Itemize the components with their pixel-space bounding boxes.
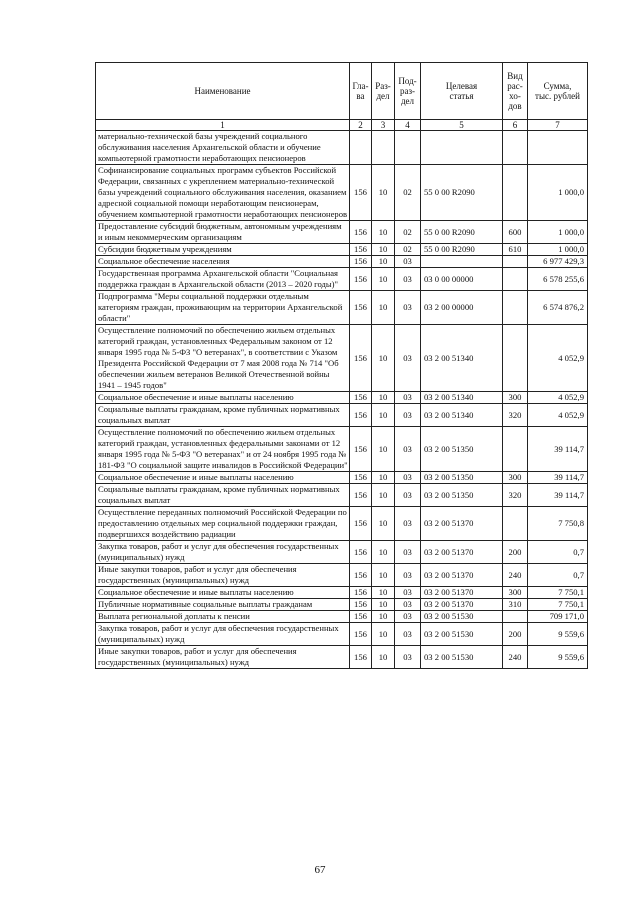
row-glava (350, 131, 372, 165)
row-razdel: 10 (372, 268, 395, 291)
row-sum: 709 171,0 (528, 611, 588, 623)
row-name: материально-технической базы учреждений социального обслуживания населения Архангельской области и обучение компьютерной грамотности неработающих пенсионеров (96, 131, 350, 165)
row-name: Социальное обеспечение и иные выплаты населению (96, 472, 350, 484)
row-sum: 0,7 (528, 564, 588, 587)
row-razdel: 10 (372, 587, 395, 599)
row-target: 03 2 00 51350 (421, 472, 503, 484)
row-target: 03 2 00 51350 (421, 427, 503, 472)
row-razdel: 10 (372, 646, 395, 669)
row-glava: 156 (350, 611, 372, 623)
row-glava: 156 (350, 244, 372, 256)
row-target: 55 0 00 R2090 (421, 244, 503, 256)
row-name: Осуществление полномочий по обеспечению жильем отдельных категорий граждан, установленных федеральными законами от 12 января 1995 года № 5-ФЗ "О ветеранах" и от 24 ноября 1995 года № 181-ФЗ "О социальной защите инвалидов в Российской Федерации" (96, 427, 350, 472)
row-razdel: 10 (372, 507, 395, 541)
row-podrazdel: 02 (395, 221, 421, 244)
header-row (96, 63, 588, 120)
row-razdel: 10 (372, 244, 395, 256)
row-target (421, 256, 503, 268)
row-sum: 39 114,7 (528, 472, 588, 484)
table-row (96, 131, 588, 165)
row-target: 03 2 00 51530 (421, 646, 503, 669)
row-target: 03 0 00 00000 (421, 268, 503, 291)
row-razdel: 10 (372, 427, 395, 472)
row-vid: 600 (503, 221, 528, 244)
row-target: 55 0 00 R2090 (421, 165, 503, 221)
row-sum: 39 114,7 (528, 484, 588, 507)
row-target: 03 2 00 51340 (421, 392, 503, 404)
column-number: 5 (421, 120, 503, 131)
row-name: Социальные выплаты гражданам, кроме публичных нормативных социальных выплат (96, 404, 350, 427)
row-target: 03 2 00 51370 (421, 564, 503, 587)
row-sum: 1 000,0 (528, 165, 588, 221)
budget-table (95, 62, 588, 669)
table-row (96, 165, 588, 221)
header-podrazdel: Под- раз- дел (395, 63, 421, 120)
column-number: 2 (350, 120, 372, 131)
row-vid: 310 (503, 599, 528, 611)
table-row (96, 404, 588, 427)
row-podrazdel: 03 (395, 646, 421, 669)
row-target: 03 2 00 51370 (421, 599, 503, 611)
row-vid: 300 (503, 392, 528, 404)
row-glava: 156 (350, 221, 372, 244)
row-name: Иные закупки товаров, работ и услуг для обеспечения государственных (муниципальных) нужд (96, 564, 350, 587)
table-row (96, 623, 588, 646)
row-target: 03 2 00 51530 (421, 611, 503, 623)
row-glava: 156 (350, 587, 372, 599)
row-vid: 610 (503, 244, 528, 256)
row-vid: 300 (503, 587, 528, 599)
row-target: 03 2 00 51370 (421, 587, 503, 599)
column-number: 4 (395, 120, 421, 131)
table-row (96, 484, 588, 507)
row-podrazdel: 03 (395, 427, 421, 472)
row-glava: 156 (350, 599, 372, 611)
row-sum: 4 052,9 (528, 392, 588, 404)
header-vid: Вид рас- хо- дов (503, 63, 528, 120)
row-glava: 156 (350, 291, 372, 325)
row-razdel: 10 (372, 325, 395, 392)
column-number: 1 (96, 120, 350, 131)
row-sum: 9 559,6 (528, 646, 588, 669)
row-vid: 240 (503, 646, 528, 669)
row-podrazdel: 03 (395, 484, 421, 507)
row-razdel: 10 (372, 541, 395, 564)
row-vid: 300 (503, 472, 528, 484)
row-name: Государственная программа Архангельской области "Социальная поддержка граждан в Архангельской области (2013 – 2020 годы)" (96, 268, 350, 291)
row-vid: 200 (503, 541, 528, 564)
column-number: 3 (372, 120, 395, 131)
row-glava: 156 (350, 392, 372, 404)
row-sum: 6 977 429,3 (528, 256, 588, 268)
row-vid (503, 268, 528, 291)
row-target: 03 2 00 51350 (421, 484, 503, 507)
row-vid (503, 291, 528, 325)
row-podrazdel: 03 (395, 564, 421, 587)
table-row (96, 256, 588, 268)
row-podrazdel: 03 (395, 256, 421, 268)
table-row (96, 244, 588, 256)
row-razdel: 10 (372, 623, 395, 646)
row-vid (503, 427, 528, 472)
row-glava: 156 (350, 404, 372, 427)
row-name: Социальное обеспечение населения (96, 256, 350, 268)
row-glava: 156 (350, 646, 372, 669)
row-vid (503, 325, 528, 392)
header-name: Наименование (96, 63, 350, 120)
row-glava: 156 (350, 484, 372, 507)
row-glava: 156 (350, 165, 372, 221)
row-glava: 156 (350, 623, 372, 646)
row-vid: 320 (503, 404, 528, 427)
row-target: 03 2 00 51340 (421, 325, 503, 392)
row-podrazdel: 03 (395, 587, 421, 599)
row-target: 03 2 00 51370 (421, 541, 503, 564)
row-razdel: 10 (372, 611, 395, 623)
row-glava: 156 (350, 268, 372, 291)
column-number: 7 (528, 120, 588, 131)
row-glava: 156 (350, 256, 372, 268)
row-sum: 1 000,0 (528, 244, 588, 256)
header-glava: Гла- ва (350, 63, 372, 120)
table-row (96, 541, 588, 564)
row-glava: 156 (350, 427, 372, 472)
row-sum: 6 578 255,6 (528, 268, 588, 291)
table-row (96, 427, 588, 472)
row-name: Подпрограмма "Меры социальной поддержки отдельным категориям граждан, проживающим на территории Архангельской области" (96, 291, 350, 325)
row-name: Осуществление переданных полномочий Российской Федерации по предоставлению отдельных мер социальной поддержки граждан, подвергшихся воздействию радиации (96, 507, 350, 541)
row-podrazdel: 03 (395, 599, 421, 611)
row-razdel: 10 (372, 564, 395, 587)
row-podrazdel: 03 (395, 268, 421, 291)
row-name: Иные закупки товаров, работ и услуг для обеспечения государственных (муниципальных) нужд (96, 646, 350, 669)
row-podrazdel: 03 (395, 541, 421, 564)
row-glava: 156 (350, 541, 372, 564)
row-podrazdel: 03 (395, 472, 421, 484)
table-row (96, 221, 588, 244)
row-podrazdel: 03 (395, 291, 421, 325)
row-razdel (372, 131, 395, 165)
row-podrazdel: 03 (395, 392, 421, 404)
row-target: 03 2 00 51340 (421, 404, 503, 427)
row-sum: 6 574 876,2 (528, 291, 588, 325)
table-row (96, 291, 588, 325)
row-sum: 39 114,7 (528, 427, 588, 472)
header-sum: Сумма, тыс. рублей (528, 63, 588, 120)
row-name: Социальные выплаты гражданам, кроме публичных нормативных социальных выплат (96, 484, 350, 507)
row-name: Закупка товаров, работ и услуг для обеспечения государственных (муниципальных) нужд (96, 623, 350, 646)
row-vid (503, 256, 528, 268)
table-row (96, 646, 588, 669)
table-row (96, 587, 588, 599)
row-sum: 4 052,9 (528, 404, 588, 427)
row-podrazdel: 02 (395, 244, 421, 256)
table-row (96, 268, 588, 291)
row-sum (528, 131, 588, 165)
row-razdel: 10 (372, 392, 395, 404)
row-razdel: 10 (372, 472, 395, 484)
row-podrazdel: 03 (395, 611, 421, 623)
table-row (96, 599, 588, 611)
row-glava: 156 (350, 507, 372, 541)
row-target: 03 2 00 51530 (421, 623, 503, 646)
table-row (96, 564, 588, 587)
column-number-row (96, 120, 588, 131)
table-row (96, 507, 588, 541)
row-vid (503, 611, 528, 623)
row-target: 03 2 00 00000 (421, 291, 503, 325)
row-sum: 9 559,6 (528, 623, 588, 646)
row-name: Предоставление субсидий бюджетным, автономным учреждениям и иным некоммерческим организациям (96, 221, 350, 244)
row-podrazdel: 03 (395, 325, 421, 392)
row-name: Субсидии бюджетным учреждениям (96, 244, 350, 256)
row-glava: 156 (350, 472, 372, 484)
row-vid: 200 (503, 623, 528, 646)
column-number: 6 (503, 120, 528, 131)
table-row (96, 611, 588, 623)
row-podrazdel: 03 (395, 404, 421, 427)
row-vid: 240 (503, 564, 528, 587)
row-sum: 1 000,0 (528, 221, 588, 244)
row-name: Публичные нормативные социальные выплаты гражданам (96, 599, 350, 611)
row-razdel: 10 (372, 256, 395, 268)
header-target: Целевая статья (421, 63, 503, 120)
row-podrazdel: 03 (395, 623, 421, 646)
page-number: 67 (314, 864, 326, 876)
row-name: Софинансирование социальных программ субъектов Российской Федерации, связанных с укреплением материально-технической базы учреждений социального обслуживания населения, оказанием адресной социальной помощи неработающим пенсионерам, обучением компьютерной грамотности неработающих пенсионеров (96, 165, 350, 221)
row-sum: 4 052,9 (528, 325, 588, 392)
row-vid: 320 (503, 484, 528, 507)
row-target (421, 131, 503, 165)
row-glava: 156 (350, 325, 372, 392)
row-razdel: 10 (372, 404, 395, 427)
row-razdel: 10 (372, 599, 395, 611)
row-vid (503, 165, 528, 221)
row-vid (503, 507, 528, 541)
row-razdel: 10 (372, 484, 395, 507)
table-row (96, 392, 588, 404)
row-sum: 7 750,8 (528, 507, 588, 541)
row-razdel: 10 (372, 165, 395, 221)
row-sum: 0,7 (528, 541, 588, 564)
row-sum: 7 750,1 (528, 599, 588, 611)
row-sum: 7 750,1 (528, 587, 588, 599)
row-name: Социальное обеспечение и иные выплаты населению (96, 392, 350, 404)
row-name: Выплата региональной доплаты к пенсии (96, 611, 350, 623)
row-razdel: 10 (372, 291, 395, 325)
row-name: Закупка товаров, работ и услуг для обеспечения государственных (муниципальных) нужд (96, 541, 350, 564)
row-razdel: 10 (372, 221, 395, 244)
row-podrazdel: 03 (395, 507, 421, 541)
row-glava: 156 (350, 564, 372, 587)
row-podrazdel (395, 131, 421, 165)
row-vid (503, 131, 528, 165)
header-razdel: Раз- дел (372, 63, 395, 120)
row-name: Социальное обеспечение и иные выплаты населению (96, 587, 350, 599)
table-row (96, 472, 588, 484)
row-target: 03 2 00 51370 (421, 507, 503, 541)
table-body (96, 131, 588, 669)
row-target: 55 0 00 R2090 (421, 221, 503, 244)
row-name: Осуществление полномочий по обеспечению жильем отдельных категорий граждан, установленных Федеральным законом от 12 января 1995 года № 5-ФЗ "О ветеранах", в соответствии с Указом Президента Российской Федерации от 7 мая 2008 года № 714 "Об обеспечении жильем ветеранов Великой Отечественной войны 1941 – 1945 годов" (96, 325, 350, 392)
row-podrazdel: 02 (395, 165, 421, 221)
table-row (96, 325, 588, 392)
